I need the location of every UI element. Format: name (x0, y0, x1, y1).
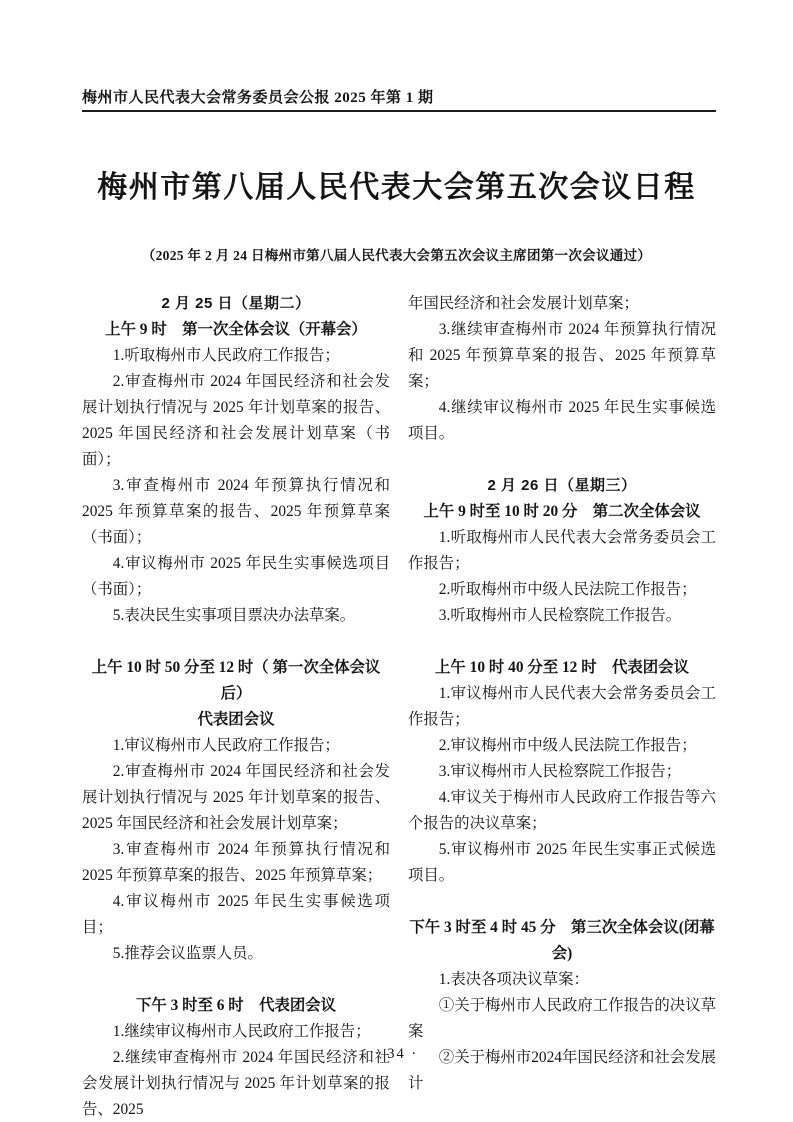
date-heading: 2 月 25 日（星期二） (161, 295, 311, 312)
agenda-left-column (82, 291, 390, 1122)
spacer (408, 447, 716, 473)
spacer (82, 629, 390, 655)
agenda-item: 3.审查梅州市 2024 年预算执行情况和 2025 年预算草案的报告、2025 年预算草案（书面）； (82, 477, 390, 546)
session-heading: 下午 3 时至 4 时 45 分 第三次全体会议(闭幕会) (409, 919, 715, 962)
agenda-item: 1.审议梅州市人民政府工作报告； (112, 737, 340, 754)
agenda-item: 2.审查梅州市 2024 年国民经济和社会发展计划执行情况与 2025 年计划草案的报告、2025 年国民经济和社会发展计划草案（书面）； (82, 373, 390, 468)
agenda-item: 4.继续审议梅州市 2025 年民生实事候选项目。 (408, 399, 716, 442)
agenda-item: 2.继续审查梅州市 2024 年国民经济和社会发展计划执行情况与 2025 年计划草案的报告、2025 (82, 1049, 390, 1118)
agenda-item: 2.审查梅州市 2024 年国民经济和社会发展计划执行情况与 2025 年计划草案的报告、2025 年国民经济和社会发展计划草案； (82, 763, 390, 832)
document-title: 梅州市第八届人民代表大会第五次会议日程 (97, 171, 696, 204)
agenda-item: 2.听取梅州市中级人民法院工作报告； (438, 581, 697, 598)
session-heading: 上午 9 时 第一次全体会议（开幕会） (105, 321, 367, 338)
agenda-item: 1.听取梅州市人民政府工作报告； (112, 347, 340, 364)
agenda-item: 1.审议梅州市人民代表大会常务委员会工作报告； (408, 685, 716, 728)
agenda-item: 1.听取梅州市人民代表大会常务委员会工作报告； (408, 529, 716, 572)
agenda-item: 3.听取梅州市人民检察院工作报告。 (438, 607, 682, 624)
agenda-item: ①关于梅州市人民政府工作报告的决议草案 (408, 997, 716, 1040)
header-rule (82, 110, 716, 112)
date-heading: 2 月 26 日（星期三） (487, 477, 637, 494)
continuation-text: 年国民经济和社会发展计划草案； (408, 295, 639, 312)
agenda-item: 4.审议梅州市 2025 年民生实事候选项目（书面）； (82, 555, 390, 598)
agenda-item: 2.审议梅州市中级人民法院工作报告； (438, 737, 697, 754)
agenda-item: 4.审议梅州市 2025 年民生实事候选项目； (82, 893, 390, 936)
running-header: 梅州市人民代表大会常务委员会公报 2025 年第 1 期 (82, 90, 434, 106)
agenda-item: 3.审查梅州市 2024 年预算执行情况和 2025 年预算草案的报告、2025 年预算草案； (82, 841, 390, 884)
agenda-item: 1.继续审议梅州市人民政府工作报告； (112, 1023, 371, 1040)
agenda-item: ②关于梅州市2024年国民经济和社会发展计 (408, 1049, 716, 1092)
spacer (408, 889, 716, 915)
agenda-item: 3.继续审查梅州市 2024 年预算执行情况和 2025 年预算草案的报告、2025 年预算草案； (408, 321, 716, 390)
spacer (82, 967, 390, 993)
agenda-item: 4.审议关于梅州市人民政府工作报告等六个报告的决议草案； (408, 789, 716, 832)
agenda-item: 3.审议梅州市人民检察院工作报告； (438, 763, 682, 780)
agenda-right-column (408, 291, 716, 1122)
session-heading: 下午 3 时至 6 时 代表团会议 (135, 997, 337, 1014)
session-heading: 上午 9 时至 10 时 20 分 第二次全体会议 (423, 503, 701, 520)
session-heading: 上午 10 时 50 分至 12 时（ 第一次全体会议后） (91, 659, 381, 702)
session-heading: 代表团会议 (197, 711, 275, 728)
session-heading: 上午 10 时 40 分至 12 时 代表团会议 (435, 659, 689, 676)
agenda-item: 5.推荐会议监票人员。 (112, 945, 263, 962)
agenda-item: 1.表决各项决议草案： (438, 971, 589, 988)
approval-note: （2025 年 2 月 24 日梅州市第八届人民代表大会第五次会议主席团第一次会议通过） (141, 248, 652, 263)
agenda-columns (82, 291, 716, 1122)
page-number: · 34 · (374, 1046, 419, 1062)
agenda-item: 5.表决民生实事项目票决办法草案。 (112, 607, 356, 624)
agenda-item: 5.审议梅州市 2025 年民生实事正式候选项目。 (408, 841, 716, 884)
spacer (408, 629, 716, 655)
